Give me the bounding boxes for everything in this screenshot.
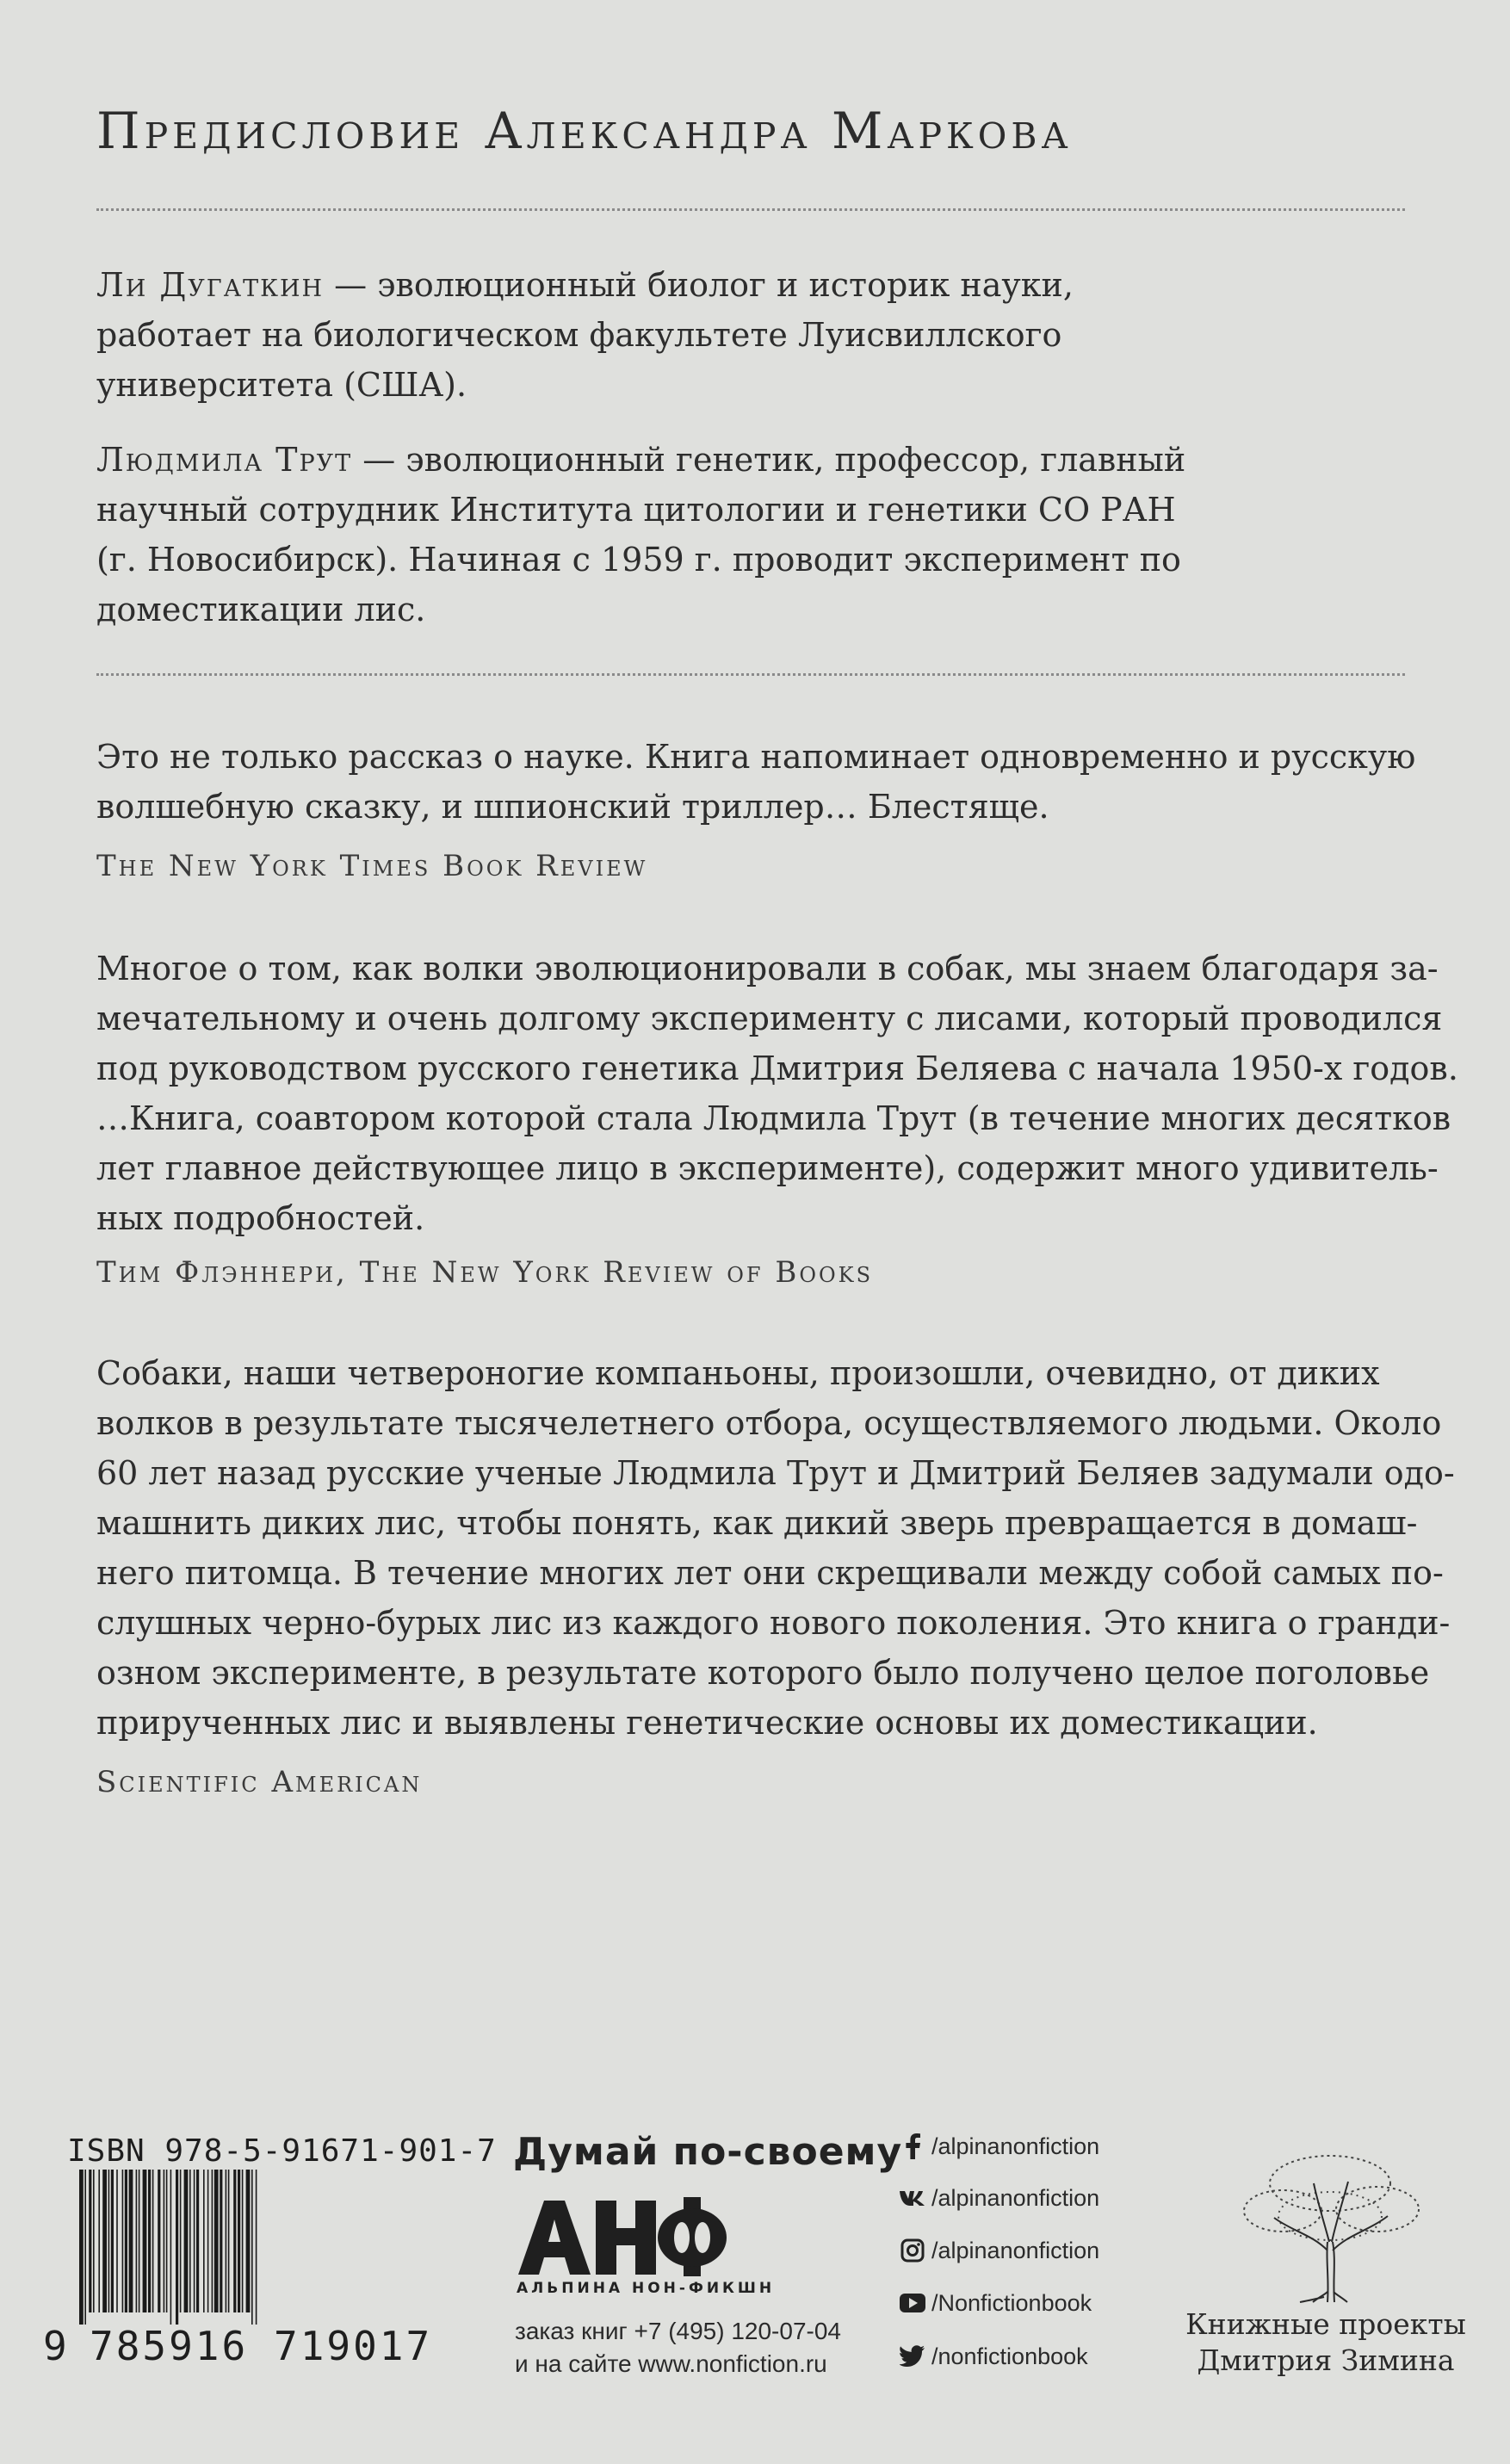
barcode-bar xyxy=(139,2170,140,2312)
social-handle: /nonfictionbook xyxy=(931,2343,1088,2369)
imprint-line: Дмитрия Зимина xyxy=(1197,2343,1455,2377)
ano-logo-icon xyxy=(515,2197,732,2276)
review-line: озном эксперименте, в результате которого было получено целое поголовье xyxy=(96,1654,1430,1692)
review-line: Многое о том, как волки эволюционировали в собак, мы знаем благодаря за- xyxy=(96,950,1439,987)
publisher-name: АЛЬПИНА НОН-ФИКШН xyxy=(517,2280,776,2297)
youtube-icon xyxy=(899,2289,926,2317)
review-text xyxy=(96,944,1458,1243)
social-link-facebook[interactable] xyxy=(899,2129,1099,2164)
review-line: него питомца. В течение многих лет они скрещивали между собой самых по- xyxy=(96,1554,1444,1592)
bio-line: — эволюционный биолог и историк науки, xyxy=(324,266,1074,304)
barcode-bar xyxy=(125,2170,127,2312)
social-handle: /alpinanonfiction xyxy=(931,2237,1100,2263)
page-title: Предисловие Александра Маркова xyxy=(96,102,1073,160)
barcode-bar xyxy=(152,2170,154,2312)
review-source: Тим Флэннери, The New York Review of Books xyxy=(96,1255,874,1290)
social-handle: /alpinanonfiction xyxy=(931,2133,1100,2159)
barcode-bar xyxy=(180,2170,182,2312)
barcode-bar xyxy=(212,2170,214,2312)
divider xyxy=(96,673,1405,676)
barcode-bar xyxy=(89,2170,91,2312)
social-link-youtube[interactable] xyxy=(899,2286,1092,2320)
barcode xyxy=(67,2170,463,2325)
barcode-bar xyxy=(207,2170,209,2312)
order-phone: заказ книг +7 (495) 120-07-04 xyxy=(515,2318,841,2344)
social-handle: /alpinanonfiction xyxy=(931,2184,1100,2211)
barcode-bar xyxy=(184,2170,189,2312)
barcode-bar xyxy=(242,2170,244,2312)
barcode-bar xyxy=(84,2170,86,2325)
review-line: волшебную сказку, и шпионский триллер… Блестяще. xyxy=(96,788,1049,826)
bio-line: — эволюционный генетик, профессор, главный xyxy=(352,441,1186,479)
bio-line: (г. Новосибирск). Начиная с 1959 г. проводит эксперимент по xyxy=(96,541,1181,579)
review-line: мечательному и очень долгому эксперименту с лисами, который проводился xyxy=(96,1000,1443,1037)
barcode-bar xyxy=(129,2170,133,2312)
barcode-bar xyxy=(143,2170,147,2312)
review-line: …Книга, соавтором которой стала Людмила Трут (в течение многих десятков xyxy=(96,1099,1451,1137)
barcode-bar xyxy=(93,2170,95,2312)
review-line: ных подробностей. xyxy=(96,1199,425,1237)
barcode-bar xyxy=(108,2170,110,2312)
review-text xyxy=(96,1348,1455,1748)
publisher-slogan: Думай по-своему xyxy=(513,2130,903,2174)
barcode-bar xyxy=(214,2170,219,2312)
barcode-bar xyxy=(111,2170,114,2312)
social-handle: /Nonfictionbook xyxy=(931,2289,1092,2316)
review-line: слушных черно-бурых лис из каждого нового поколения. Это книга о гранди- xyxy=(96,1604,1451,1642)
barcode-bar xyxy=(122,2170,124,2312)
instagram-icon xyxy=(899,2237,926,2264)
review-line: прирученных лис и выявлены генетические основы их доместикации. xyxy=(96,1704,1318,1742)
review-line: под руководством русского генетика Дмитрия Беляева с начала 1950-х годов. xyxy=(96,1049,1458,1087)
bio-line: доместикации лис. xyxy=(96,591,426,628)
bio-line: университета (США). xyxy=(96,366,467,404)
publisher-logo xyxy=(515,2197,732,2280)
review-line: 60 лет назад русские ученые Людмила Трут и Дмитрий Беляев задумали одо- xyxy=(96,1454,1455,1492)
barcode-digits: 785916 xyxy=(90,2323,249,2369)
barcode-digits: 719017 xyxy=(274,2323,433,2369)
barcode-bar xyxy=(233,2170,236,2312)
review-line: волков в результате тысячелетнего отбора, осуществляемого людьми. Около xyxy=(96,1404,1442,1442)
barcode-bar xyxy=(196,2170,199,2312)
barcode-bar xyxy=(116,2170,118,2312)
twitter-icon xyxy=(899,2343,926,2370)
bio-line: научный сотрудник Института цитологии и генетики СО РАН xyxy=(96,491,1176,529)
isbn-label: ISBN 978-5-91671-901-7 xyxy=(67,2133,497,2169)
bio-line: работает на биологическом факультете Луисвиллского xyxy=(96,316,1062,354)
barcode-bar xyxy=(98,2170,100,2312)
barcode-bar xyxy=(158,2170,160,2312)
barcode-bar xyxy=(251,2170,253,2325)
barcode-bar xyxy=(79,2170,84,2325)
review-source: Scientific American xyxy=(96,1765,423,1799)
social-link-twitter[interactable] xyxy=(899,2339,1088,2374)
barcode-bar xyxy=(226,2170,227,2312)
barcode-bar xyxy=(246,2170,251,2312)
review-line: лет главное действующее лицо в эксперименте), содержит много удивитель- xyxy=(96,1149,1439,1187)
tree-icon xyxy=(1231,2149,1429,2304)
author-name: Людмила Трут xyxy=(96,441,353,479)
barcode-bar xyxy=(189,2170,191,2312)
barcode-bar xyxy=(166,2170,168,2312)
barcode-bar xyxy=(194,2170,195,2312)
divider xyxy=(96,208,1405,211)
barcode-digit: 9 xyxy=(43,2323,67,2369)
facebook-icon xyxy=(899,2133,926,2160)
barcode-bar xyxy=(164,2170,165,2312)
review-line: машнить диких лис, чтобы понять, как дикий зверь превращается в домаш- xyxy=(96,1504,1418,1542)
barcode-bar xyxy=(228,2170,230,2312)
review-line: Собаки, наши четвероногие компаньоны, произошли, очевидно, от диких xyxy=(96,1354,1380,1392)
barcode-bar xyxy=(170,2170,172,2325)
barcode-bar xyxy=(203,2170,205,2312)
social-link-instagram[interactable] xyxy=(899,2233,1099,2268)
imprint-line: Книжные проекты xyxy=(1185,2307,1466,2341)
author-name: Ли Дугаткин xyxy=(96,266,325,304)
barcode-bar xyxy=(176,2170,178,2325)
vk-icon xyxy=(899,2184,926,2212)
order-site: и на сайте www.nonfiction.ru xyxy=(515,2350,827,2377)
review-source: The New York Times Book Review xyxy=(96,849,648,883)
barcode-bar xyxy=(102,2170,107,2312)
author-bio xyxy=(96,260,1426,410)
barcode-bar xyxy=(220,2170,222,2312)
social-link-vk[interactable] xyxy=(899,2181,1099,2215)
barcode-bar xyxy=(148,2170,151,2312)
barcode-bar xyxy=(238,2170,240,2312)
review-text xyxy=(96,732,1426,832)
review-line: Это не только рассказ о науке. Книга напоминает одновременно и русскую xyxy=(96,738,1416,776)
author-bio xyxy=(96,435,1426,635)
barcode-bar xyxy=(256,2170,257,2325)
barcode-bar xyxy=(136,2170,138,2312)
